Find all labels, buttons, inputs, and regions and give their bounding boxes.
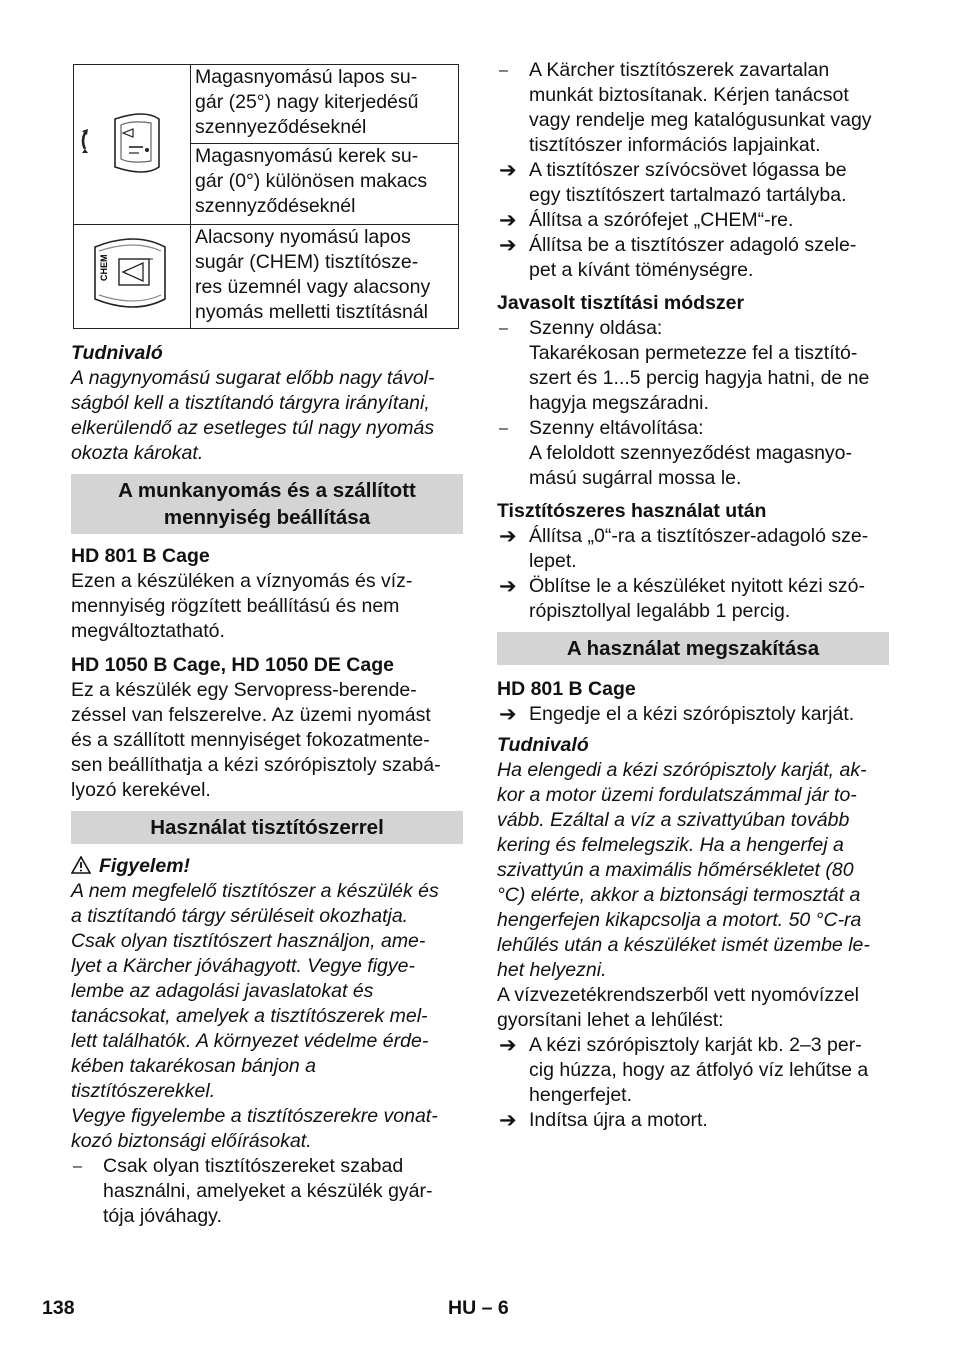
- arrow-icon: ➔: [499, 703, 517, 726]
- subheading-after-use: Tisztítószeres használat után: [497, 500, 767, 522]
- step-text: Állítsa „0“-ra a tisztítószer-adagoló sze- lepet.: [529, 525, 869, 572]
- right-column: [497, 58, 889, 1133]
- step-item: [497, 1108, 889, 1133]
- step-item: [497, 158, 889, 208]
- arrow-icon: ➔: [499, 159, 517, 182]
- arrow-icon: ➔: [499, 209, 517, 232]
- arrow-icon: ➔: [499, 234, 517, 257]
- step-text: A tisztítószer szívócsövet lógassa be egy tisztítószert tartalmazó tartályba.: [529, 159, 847, 206]
- method-text: Takarékosan permetezze fel a tisztító- szert és 1...5 percig hagyja hatni, de ne hagyja megszáradni.: [529, 342, 870, 414]
- warning-text: A nem megfelelő tisztítószer a készülék és a tisztítandó tárgy sérüléseit okozhatja. Csak olyan tisztítószert használjon, ame- lyet a Kärcher jóváhagyott. Vegye figye- lembe az adagolási javaslatokat és tanácsokat, amelyek a tisztítószerek mel- lett találhatók. A környezet védelme érde- kében takarékosan bánjon a tisztítószerekkel.: [71, 880, 439, 1102]
- dash-marker: –: [499, 420, 508, 437]
- hd801-text: Ezen a készüléken a víznyomás és víz- mennyiség rögzített beállítású és nem megváltoztatható.: [71, 570, 413, 642]
- note-text: A nagynyomású sugarat előbb nagy távol- ságból kell a tisztítandó tárgyra irányítani, elkerülendő az esetleges túl nagy nyomás okozta károkat.: [71, 367, 435, 464]
- dash-marker: –: [499, 62, 508, 79]
- rotating-nozzle-icon: [77, 81, 187, 201]
- arrow-icon: ➔: [499, 575, 517, 598]
- subheading-hd801-interrupt: HD 801 B Cage: [497, 678, 636, 700]
- step-item: [497, 574, 889, 624]
- arrow-icon: ➔: [499, 1034, 517, 1057]
- nozzle-rotate-icon-cell: [74, 65, 191, 225]
- step-text: Állítsa a szórófejet „CHEM“-re.: [529, 209, 794, 231]
- step-item: [497, 208, 889, 233]
- step-item: [497, 233, 889, 283]
- nozzle-row-text: [191, 144, 459, 225]
- nozzle-row-text: [191, 225, 459, 329]
- method-text: A feloldott szennyeződést magasnyo- mású sugárral mossa le.: [529, 442, 853, 489]
- footer-section-label: HU – 6: [448, 1297, 509, 1319]
- cooling-text: A vízvezetékrendszerből vett nyomóvízzel gyorsítani lehet a lehűlést:: [497, 984, 859, 1031]
- arrow-icon: ➔: [499, 525, 517, 548]
- step-text: Indítsa újra a motort.: [529, 1109, 708, 1131]
- step-text: Engedje el a kézi szórópisztoly karját.: [529, 703, 855, 725]
- list-item: [497, 58, 889, 158]
- step-item: [497, 524, 889, 574]
- table-row: [74, 225, 459, 329]
- dash-text: A Kärcher tisztítószerek zavartalan munkát biztosítanak. Kérjen tanácsot vagy rendelje meg katalógusunkat vagy tisztítószer információs lapjainkat.: [529, 59, 872, 156]
- left-column: [71, 58, 463, 1229]
- dash-text: Csak olyan tisztítószereket szabad használni, amelyeket a készülék gyár- tója jóváhagy.: [103, 1155, 433, 1227]
- table-row: [74, 65, 459, 144]
- arrow-icon: ➔: [499, 1109, 517, 1132]
- chem-nozzle-icon-cell: [74, 225, 191, 329]
- nozzle-desc-chem: Alacsony nyomású lapos sugár (CHEM) tisztítósze- res üzemnél vagy alacsony nyomás melletti tisztításnál: [195, 226, 431, 323]
- section-title-interrupt: A használat megszakítása: [497, 632, 889, 665]
- list-item: [71, 1154, 463, 1229]
- subheading-hd801: HD 801 B Cage: [71, 545, 210, 567]
- dash-marker: –: [73, 1158, 82, 1175]
- step-text: Öblítse le a készüléket nyitott kézi szó- rópisztollyal legalább 1 percig.: [529, 575, 865, 622]
- nozzle-desc-0: Magasnyomású kerek su- gár (0°) különösen makacs szennyződéseknél: [195, 145, 428, 217]
- method-label: Szenny eltávolítása:: [529, 417, 704, 439]
- note-title: Tudnivaló: [71, 342, 163, 364]
- nozzle-table: [73, 64, 459, 329]
- section-title-pressure: A munkanyomás és a szállított mennyiség beállítása: [71, 474, 463, 534]
- chem-icon-label: CHEM: [99, 254, 109, 281]
- nozzle-row-text: [191, 65, 459, 144]
- dash-marker: –: [499, 320, 508, 337]
- subheading-hd1050: HD 1050 B Cage, HD 1050 DE Cage: [71, 654, 394, 676]
- step-text: Állítsa be a tisztítószer adagoló szele- pet a kívánt töménységre.: [529, 234, 857, 281]
- step-item: [497, 702, 889, 727]
- note-title-2: Tudnivaló: [497, 734, 589, 756]
- list-item: [497, 416, 889, 441]
- warning-triangle-icon: [71, 856, 91, 874]
- step-item: [497, 1033, 889, 1108]
- warning-title-row: [71, 854, 463, 879]
- hd1050-text: Ez a készülék egy Servopress-berende- zéssel van felszerelve. Az üzemi nyomást és a szállított mennyiséget fokozatmente- sen beállíthatja a kézi szórópisztoly szabá- lyozó kerekével.: [71, 679, 441, 801]
- list-item: [497, 316, 889, 341]
- method-label: Szenny oldása:: [529, 317, 663, 339]
- subheading-method: Javasolt tisztítási módszer: [497, 292, 745, 314]
- warning-title: Figyelem!: [99, 855, 191, 877]
- section-title-detergent: Használat tisztítószerrel: [71, 811, 463, 844]
- step-text: A kézi szórópisztoly karját kb. 2–3 per- cig húzza, hogy az átfolyó víz lehűtse a hengerfejet.: [529, 1034, 869, 1106]
- nozzle-desc-25: Magasnyomású lapos su- gár (25°) nagy kiterjedésű szennyeződéseknél: [195, 66, 419, 138]
- page-number: 138: [42, 1297, 75, 1319]
- chem-nozzle-icon: [77, 225, 187, 321]
- warning-text-2: Vegye figyelembe a tisztítószerekre vonat- kozó biztonsági előírásokat.: [71, 1105, 438, 1152]
- note-text-2: Ha elengedi a kézi szórópisztoly karját, ak- kor a motor üzemi fordulatszámmal jár to- vább. Ezáltal a víz a szivattyúban tovább kering és felmelegszik. Ha a hengerfej a szivattyún a maximális hőmérsékletet (80 °C) elérte, akkor a biztonsági termosztát a hengerfejen kikapcsolja a motort. 50 °C-ra lehűlés után a készüléket ismét üzembe le- het helyezni.: [497, 759, 870, 981]
